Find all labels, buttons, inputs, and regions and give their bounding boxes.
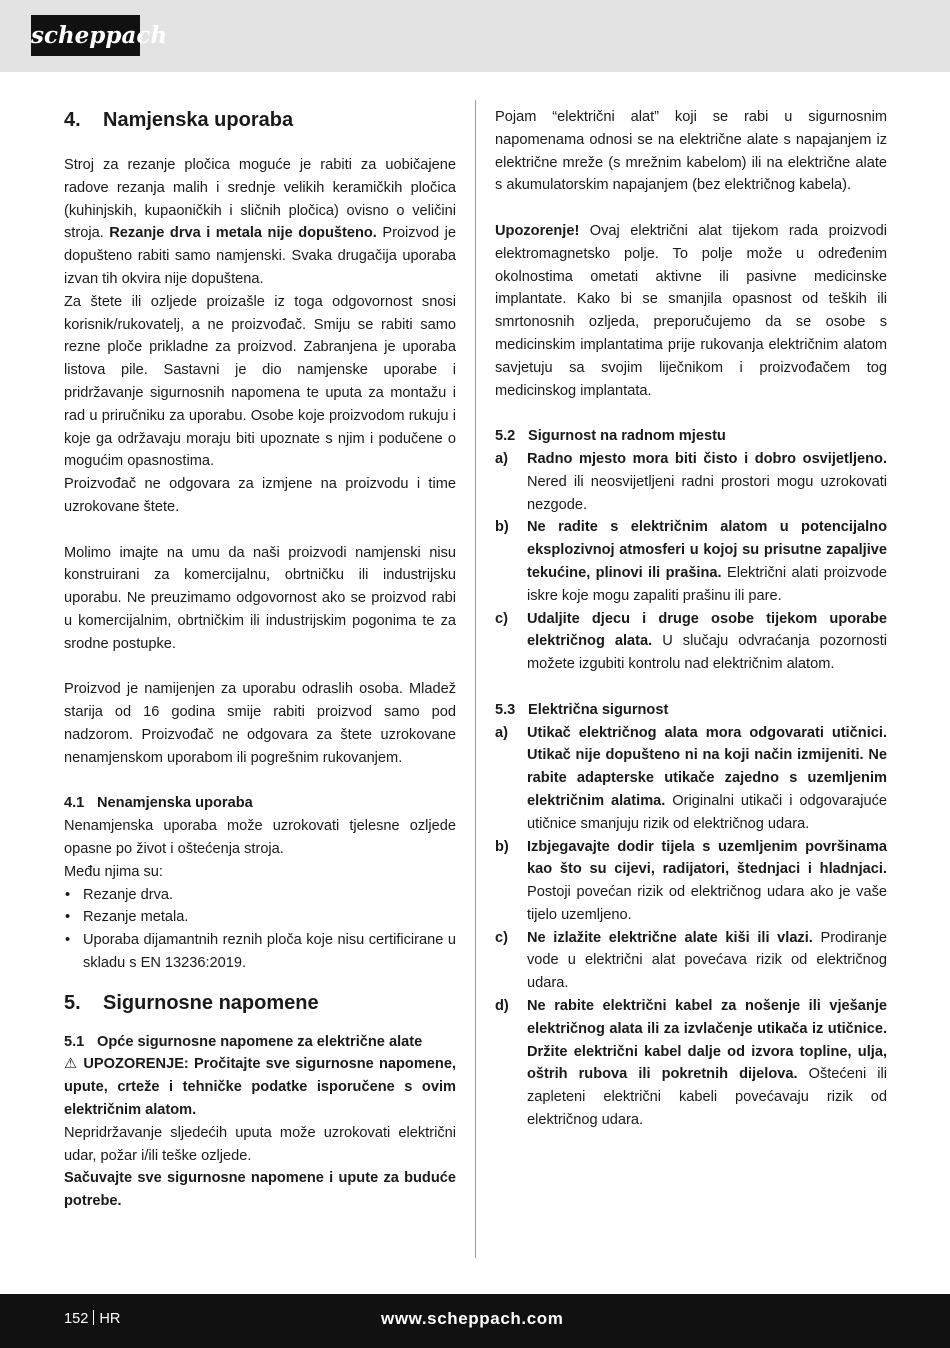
text: Oštećeni ili zapleteni električni kabeli povećavaju rizik od električnog udara. xyxy=(527,1066,887,1129)
text: Ovaj električni alat tijekom rada proizvodi elektromagnetsko polje. To polje može u određenim okolnostima ometati aktivne ili pasivne medicinske implantate. Kako bi se smanjila opasnost od teških ili smrtonosnih ozljeda, preporučujemo da se osobe s medicinskim implantatima prije rukovanja električnim alatom savjetuju sa svojim liječnikom i proizvođačem tog medicinskog implantata. xyxy=(495,222,887,399)
section-5-heading xyxy=(64,989,456,1017)
text: Originalni utikači i odgovarajuće utičnice smanjuju rizik od električnog udara. xyxy=(527,792,887,832)
column-divider xyxy=(475,100,476,1258)
page-indicator xyxy=(64,1294,120,1344)
text: Nered ili neosvijetljeni radni prostori mogu uzrokovati nezgode. xyxy=(527,473,887,513)
left-column xyxy=(64,106,456,1213)
warning-paragraph xyxy=(64,1053,456,1121)
paragraph: Proizvod je namijenjen za uporabu odraslih osoba. Mladež starija od 16 godina smije rabiti proizvod samo pod nadzorom. Proizvođač ne odgovara za štete uzrokovane nenamjenskom uporabom ili pogrešnim rukovanjem. xyxy=(64,681,456,766)
page-number: 152 xyxy=(64,1311,89,1327)
section-title: Namjenska uporaba xyxy=(103,109,294,131)
bold-text: Utikač električnog alata mora odgovarati utičnici. Utikač nije dopušteno ni na koji način izmijeniti. Ne rabite adapterske utikače zajedno s uzemljenim električnim alatima. xyxy=(527,724,887,809)
section-number: 5.2 xyxy=(495,428,516,445)
list-item xyxy=(495,608,887,676)
section-5-2-heading xyxy=(495,425,887,448)
section-5-3-heading xyxy=(495,699,887,722)
paragraph: Za štete ili ozljede proizašle iz toga odgovornost snosi korisnik/rukovatelj, a ne proizvođač. Smiju se rabiti samo rezne ploče prikladne za proizvod. Zabranjena je uporaba listova pile. Sastavni je dio namjenske uporabe i pridržavanje sigurnosnih napomena te uputa za montažu i rad u priručniku za uporabu. Osobe koje proizvodom rukuju i koje ga održavaju moraju biti upoznate s njim i podučene o mogućim opasnostima. xyxy=(64,293,456,470)
section-title: Sigurnosne napomene xyxy=(103,991,319,1014)
section-number: 4. xyxy=(64,109,81,131)
footer-bar xyxy=(0,1294,950,1348)
section-5-1-heading xyxy=(64,1031,456,1054)
work-safety-list xyxy=(495,448,887,676)
bold-text: Ne rabite električni kabel za nošenje ili vješanje električnog alata ili za izvlačenje utikača iz utičnice. Držite električni kabel dalje od izvora topline, ulja, oštrih rubova ili pokretnih dijelova. xyxy=(527,998,887,1083)
paragraph: Među njima su: xyxy=(64,863,163,880)
list-item xyxy=(495,836,887,927)
bold-text: Radno mjesto mora biti čisto i dobro osvijetljeno. xyxy=(527,450,887,467)
separator xyxy=(93,1310,94,1325)
bold-text: Rezanje drva i metala nije dopušteno. xyxy=(109,225,377,242)
item-label: d) xyxy=(495,998,509,1015)
section-title: Električna sigurnost xyxy=(528,701,669,718)
section-4-heading xyxy=(64,106,456,134)
paragraph xyxy=(64,154,456,291)
text: Postoji povećan rizik od električnog udara ako je vaše tijelo uzemljeno. xyxy=(527,884,887,923)
electrical-safety-list xyxy=(495,722,887,1132)
section-title: Opće sigurnosne napomene za električne alate xyxy=(97,1033,423,1050)
list-item: • Rezanje metala. xyxy=(64,906,456,929)
text: Prodiranje vode u električni alat povećava rizik od električnog udara. xyxy=(527,929,887,992)
section-4-1-heading xyxy=(64,792,456,815)
section-title: Sigurnost na radnom mjestu xyxy=(528,428,726,445)
item-label: c) xyxy=(495,929,508,946)
bold-text: Sačuvajte sve sigurnosne napomene i upute za buduće potrebe. xyxy=(64,1170,456,1210)
scheppach-logo: scheppach xyxy=(31,15,140,56)
paragraph xyxy=(495,220,887,402)
section-number: 5. xyxy=(64,991,81,1014)
paragraph: Proizvođač ne odgovara za izmjene na proizvodu i time uzrokovane štete. xyxy=(64,476,456,515)
bold-text: Udaljite djecu i druge osobe tijekom uporabe električnog alata. xyxy=(527,610,887,650)
bold-text: Upozorenje! xyxy=(495,222,580,239)
misuse-list xyxy=(64,884,456,975)
paragraph: Pojam “električni alat” koji se rabi u sigurnosnim napomenama odnosi se na električne alate s napajanjem iz električne mreže (s mrežnim kabelom) ili na električne alate s akumulatorskim napajanjem (bez električnog kabela). xyxy=(495,109,887,194)
warning-text: UPOZORENJE: Pročitajte sve sigurnosne napomene, upute, crteže i tehničke podatke isporučene s ovim električnim alatom. xyxy=(64,1056,456,1119)
list-item: • Uporaba dijamantnih reznih ploča koje nisu certificirane u skladu s EN 13236:2019. xyxy=(64,929,456,975)
bold-text: Ne izlažite električne alate kiši ili vlazi. xyxy=(527,929,813,946)
right-column xyxy=(495,106,887,1132)
section-number: 5.1 xyxy=(64,1033,85,1050)
list-item xyxy=(495,516,887,607)
paragraph: Molimo imajte na umu da naši proizvodi namjenski nisu konstruirani za komercijalnu, obrtničku ili industrijsku uporabu. Ne preuzimamo odgovornost ako se proizvod rabi u komercijalnim, obrtničkim ili industrijskim pogonima te za srodne postupke. xyxy=(64,544,456,652)
list-item xyxy=(495,927,887,995)
item-label: a) xyxy=(495,724,508,741)
list-item xyxy=(495,448,887,516)
paragraph: Nenamjenska uporaba može uzrokovati tjelesne ozljede opasne po život i oštećenja stroja. xyxy=(64,818,456,857)
text: U slučaju odvraćanja pozornosti možete izgubiti kontrolu nad električnim alatom. xyxy=(527,633,887,673)
text: Električni alati proizvode iskre koje mogu zapaliti prašinu ili pare. xyxy=(527,564,887,604)
item-label: a) xyxy=(495,450,508,467)
warning-icon: ⚠ xyxy=(64,1056,79,1073)
header-bar xyxy=(0,0,950,72)
bold-text: Izbjegavajte dodir tijela s uzemljenim površinama kao što su cijevi, radijatori, štednjaci i hladnjaci. xyxy=(527,838,887,878)
section-number: 5.3 xyxy=(495,701,516,718)
bold-text: Ne radite s električnim alatom u potencijalno eksplozivnoj atmosferi u kojoj su prisutne zapaljive tekućine, plinovi ili prašina. xyxy=(527,519,887,581)
paragraph: Nepridržavanje sljedećih uputa može uzrokovati električni udar, požar i/ili teške ozljede. xyxy=(64,1124,456,1164)
section-number: 4.1 xyxy=(64,795,85,812)
text: Proizvod je dopušteno rabiti samo namjenski. Svaka drugačija uporaba izvan tih okvira nije dopuštena. xyxy=(64,225,456,287)
item-label: b) xyxy=(495,838,509,855)
website-link[interactable]: www.scheppach.com xyxy=(381,1309,564,1328)
language-code: HR xyxy=(99,1311,121,1327)
paragraph xyxy=(64,1167,456,1213)
section-title: Nenamjenska uporaba xyxy=(97,795,253,812)
text: Stroj za rezanje pločica moguće je rabiti za uobičajene radove rezanja malih i srednje velikih keramičkih pločica (kuhinjskih, kupaoničkih i sličnih pločica) ovisno o veličini stroja. xyxy=(64,157,456,242)
item-label: c) xyxy=(495,610,508,627)
list-item xyxy=(495,995,887,1132)
list-item: • Rezanje drva. xyxy=(64,884,456,907)
list-item xyxy=(495,722,887,836)
item-label: b) xyxy=(495,519,509,536)
